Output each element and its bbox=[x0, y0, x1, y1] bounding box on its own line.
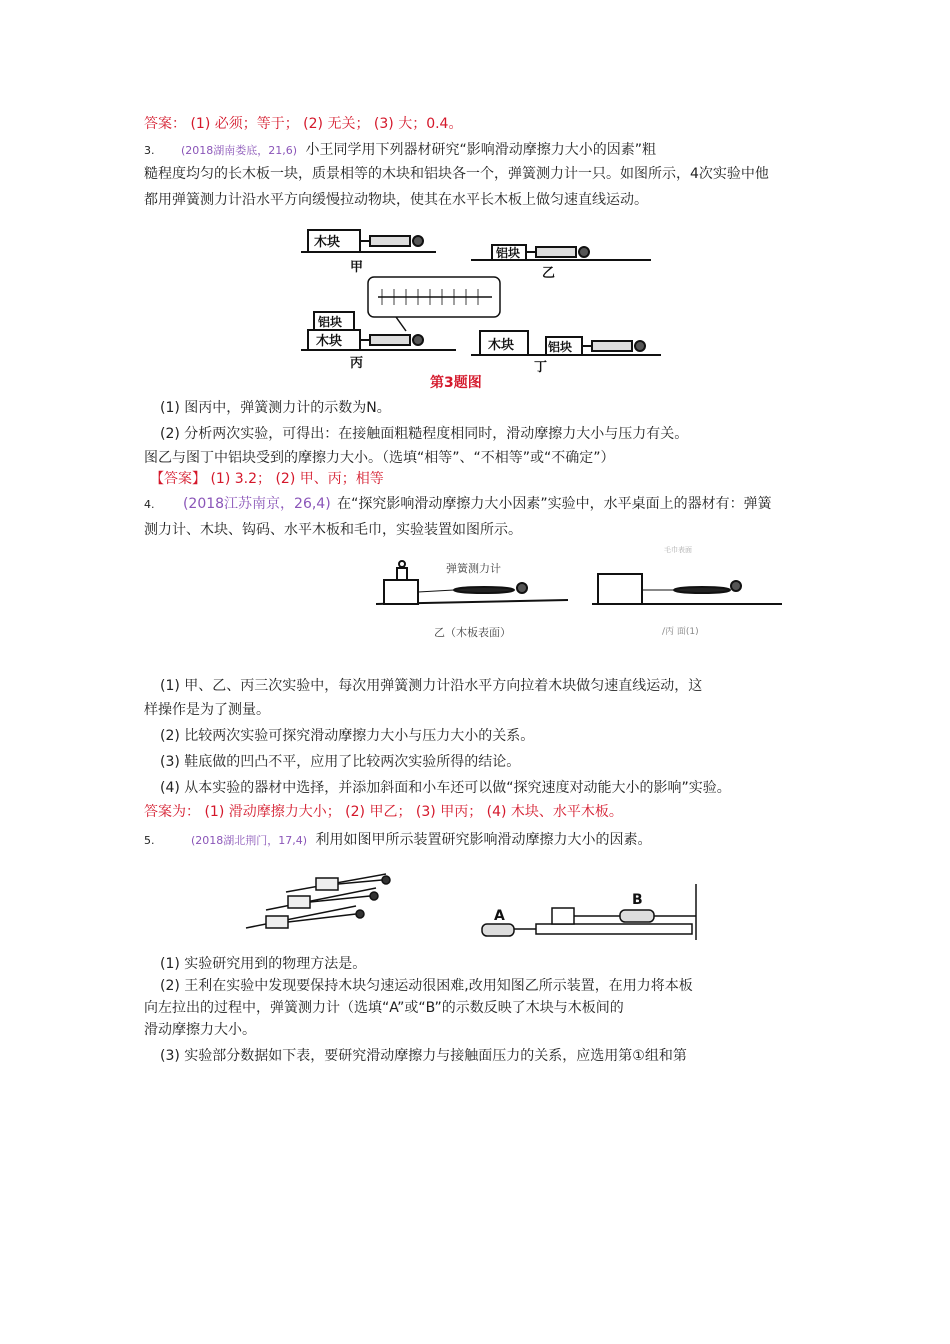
q3-yi-block-label: 铝块 bbox=[496, 246, 521, 260]
q3-stem-line1 bbox=[144, 140, 656, 161]
q4-stem-line2: 测力计、木块、钩码、水平木板和毛巾，实验装置如图所示。 bbox=[144, 522, 522, 538]
q5-source: (2018湖北荆门，17,4) bbox=[190, 834, 308, 847]
q3-jia-label: 甲 bbox=[350, 260, 364, 275]
q3-number: 3. bbox=[144, 144, 155, 157]
q2-answer: 答案： (1) 必须；等于； (2) 无关； (3) 大；0.4。 bbox=[144, 116, 463, 132]
q5-sub2a: (2) 王利在实验中发现要保持木块匀速运动很困难,改用知图乙所示装置，在用力将本板 bbox=[160, 978, 693, 994]
q4-top-right-label: 毛巾表面 bbox=[664, 546, 692, 554]
q3-stem-line3: 都用弹簧测力计沿水平方向缓慢拉动物块，使其在水平长木板上做匀速直线运动。 bbox=[144, 192, 648, 208]
q3-yi-label: 乙 bbox=[542, 266, 556, 281]
q5-scale-b bbox=[620, 910, 654, 922]
q4-source: (2018江苏南京，26,4) bbox=[182, 496, 331, 512]
q5-label-a: A bbox=[494, 908, 505, 924]
q4-sub1a: (1) 甲、乙、丙三次实验中，每次用弹簧测力计沿水平方向拉着木块做匀速直线运动，这 bbox=[160, 678, 703, 694]
q4-stem-text1: 在“探究影响滑动摩擦力大小因素”实验中，水平桌面上的器材有：弹簧 bbox=[337, 496, 772, 512]
q5-number: 5. bbox=[144, 834, 155, 847]
q3-jia-block-label: 木块 bbox=[314, 235, 341, 250]
q4-spring-label: 弹簧测力计 bbox=[446, 562, 501, 575]
q4-right-caption: /丙 面(1) bbox=[662, 627, 699, 637]
q5-block bbox=[552, 908, 574, 924]
q5-scale-a bbox=[482, 924, 514, 936]
q5-left-figure bbox=[246, 874, 390, 928]
q3-bing-al-label: 铝块 bbox=[318, 315, 343, 329]
q4-weight bbox=[397, 568, 407, 580]
q4-left-scale bbox=[454, 587, 514, 593]
q3-bing-block-label: 木块 bbox=[316, 334, 343, 349]
q3-ding-block-label: 木块 bbox=[488, 338, 515, 353]
q3-sub2: (2) 分析两次实验，可得出：在接触面粗糙程度相同时，滑动摩擦力大小与压力有关。 bbox=[160, 426, 689, 442]
q5-board bbox=[536, 924, 692, 934]
q4-sub2: (2) 比较两次实验可探究滑动摩擦力大小与压力大小的关系。 bbox=[160, 728, 535, 744]
q3-ding-al-label: 铝块 bbox=[548, 340, 573, 354]
q5-figure bbox=[236, 866, 702, 948]
q3-jia-scale bbox=[370, 236, 410, 246]
q5-sub1: (1) 实验研究用到的物理方法是。 bbox=[160, 956, 367, 972]
q4-left-caption: 乙（木板表面） bbox=[434, 626, 511, 639]
q3-stem-line2: 糙程度均匀的长木板一块，质景相等的木块和铝块各一个，弹簧测力计一只。如图所示，4次实验中他 bbox=[144, 166, 769, 182]
q4-sub1b: 样操作是为了测量。 bbox=[144, 702, 270, 718]
q3-figure bbox=[296, 225, 668, 393]
q4-sub4: (4) 从本实验的器材中选择，并添加斜面和小车还可以做“探究速度对动能大小的影响”实验。 bbox=[160, 780, 731, 796]
q3-sub1: (1) 图丙中，弹簧测力计的示数为N。 bbox=[160, 400, 391, 416]
q4-left-block bbox=[384, 580, 418, 604]
q4-stem-line1 bbox=[144, 494, 772, 515]
q5-label-b: B bbox=[632, 892, 643, 908]
q4-right-scale bbox=[674, 587, 730, 593]
q5-stem-text: 利用如图甲所示装置研究影响滑动摩擦力大小的因素。 bbox=[315, 832, 652, 848]
q4-sub3: (3) 鞋底做的凹凸不平，应用了比较两次实验所得的结论。 bbox=[160, 754, 521, 770]
q3-stem-text1: 小王同学用下列器材研究“影响滑动摩擦力大小的因素”粗 bbox=[305, 142, 656, 158]
q5-sub3: (3) 实验部分数据如下表，要研究滑动摩擦力与接触面压力的关系，应选用第①组和第 bbox=[160, 1048, 687, 1064]
q3-bing-label: 丙 bbox=[350, 356, 364, 371]
q4-figure bbox=[372, 542, 788, 642]
q4-answer: 答案为： (1) 滑动摩擦力大小； (2) 甲乙； (3) 甲丙； (4) 木块、水平木板。 bbox=[144, 804, 623, 820]
q4-right-block bbox=[598, 574, 642, 604]
q5-right-figure bbox=[482, 884, 696, 940]
q3-jia-hand bbox=[413, 236, 423, 246]
q3-source: (2018湖南娄底，21,6) bbox=[180, 144, 298, 157]
q3-figure-caption: 第3题图 bbox=[430, 375, 482, 391]
q5-sub2c: 滑动摩擦力大小。 bbox=[144, 1022, 256, 1038]
q4-number: 4. bbox=[144, 498, 155, 511]
q5-stem-line bbox=[144, 830, 651, 851]
q3-sub2b: 图乙与图丁中铝块受到的摩擦力大小。（选填“相等”、“不相等”或“不确定”） bbox=[144, 450, 615, 466]
q3-answer: 【答案】 (1) 3.2； (2) 甲、丙；相等 bbox=[150, 471, 384, 487]
q3-ding-label: 丁 bbox=[534, 360, 548, 375]
q5-sub2b: 向左拉出的过程中，弹簧测力计（选填“A”或“B”的示数反映了木块与木板间的 bbox=[144, 1000, 624, 1016]
